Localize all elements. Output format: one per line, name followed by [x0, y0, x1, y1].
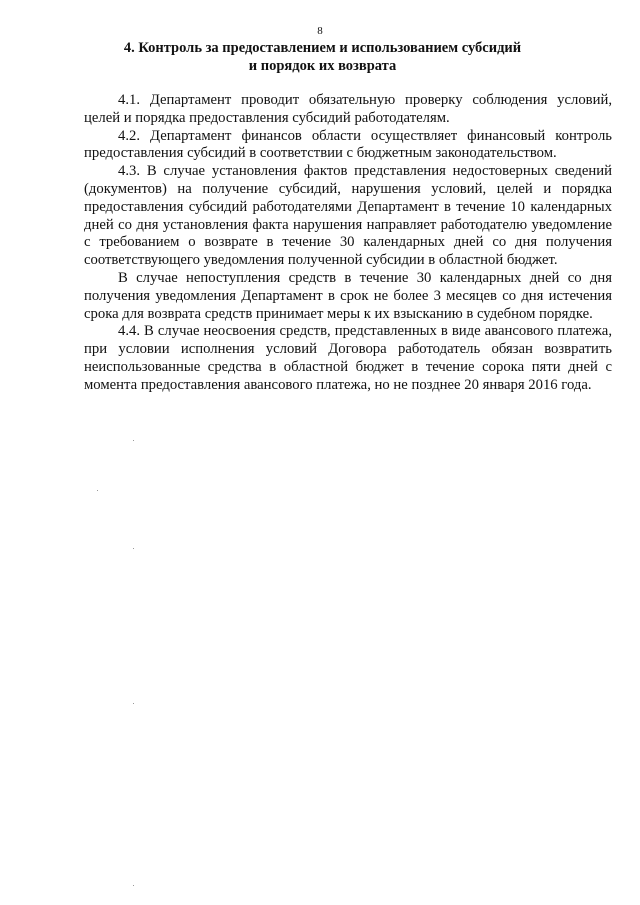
paragraph-4-4: 4.4. В случае неосвоения средств, представленных в виде авансового платежа, при условии исполнения условий Договора работодатель обязан возвратить неиспользованные средства в областной бюджет в течение сорока пяти дней с момента предоставления авансового платежа, но не позднее 20 января 2016 года. [84, 323, 612, 393]
scan-speck [133, 703, 134, 704]
paragraph-4-3: 4.3. В случае установления фактов представления недостоверных сведений (документов) на получение субсидий, нарушения условий, целей и порядка предоставления субсидий работодателями Департамент в течение 10 календарных дней со дня установления факта нарушения направляет работодателю уведомление с требованием о возврате в течение 30 календарных дней со дня получения соответствующего уведомления полученной субсидии в областной бюджет. [84, 163, 612, 269]
scan-speck [97, 490, 98, 491]
section-body [84, 92, 612, 395]
paragraph-4-1: 4.1. Департамент проводит обязательную проверку соблюдения условий, целей и порядка предоставления субсидий работодателям. [84, 92, 612, 126]
section-heading [80, 39, 565, 75]
section-heading-line-1: 4. Контроль за предоставлением и использованием субсидий [123, 40, 522, 56]
scan-speck [133, 440, 134, 441]
paragraph-4-3-continued: В случае непоступления средств в течение 30 календарных дней со дня получения уведомления Департамент в срок не более 3 месяцев со дня истечения срока для возврата средств принимает меры к их взысканию в судебном порядке. [84, 269, 612, 322]
paragraph-4-2: 4.2. Департамент финансов области осуществляет финансовый контроль предоставления субсидий в соответствии с бюджетным законодательством. [84, 127, 612, 162]
section-heading-line-2: и порядок их возврата [248, 58, 397, 74]
page-number: 8 [317, 25, 323, 37]
scan-speck [133, 885, 134, 886]
scan-speck [133, 548, 134, 549]
